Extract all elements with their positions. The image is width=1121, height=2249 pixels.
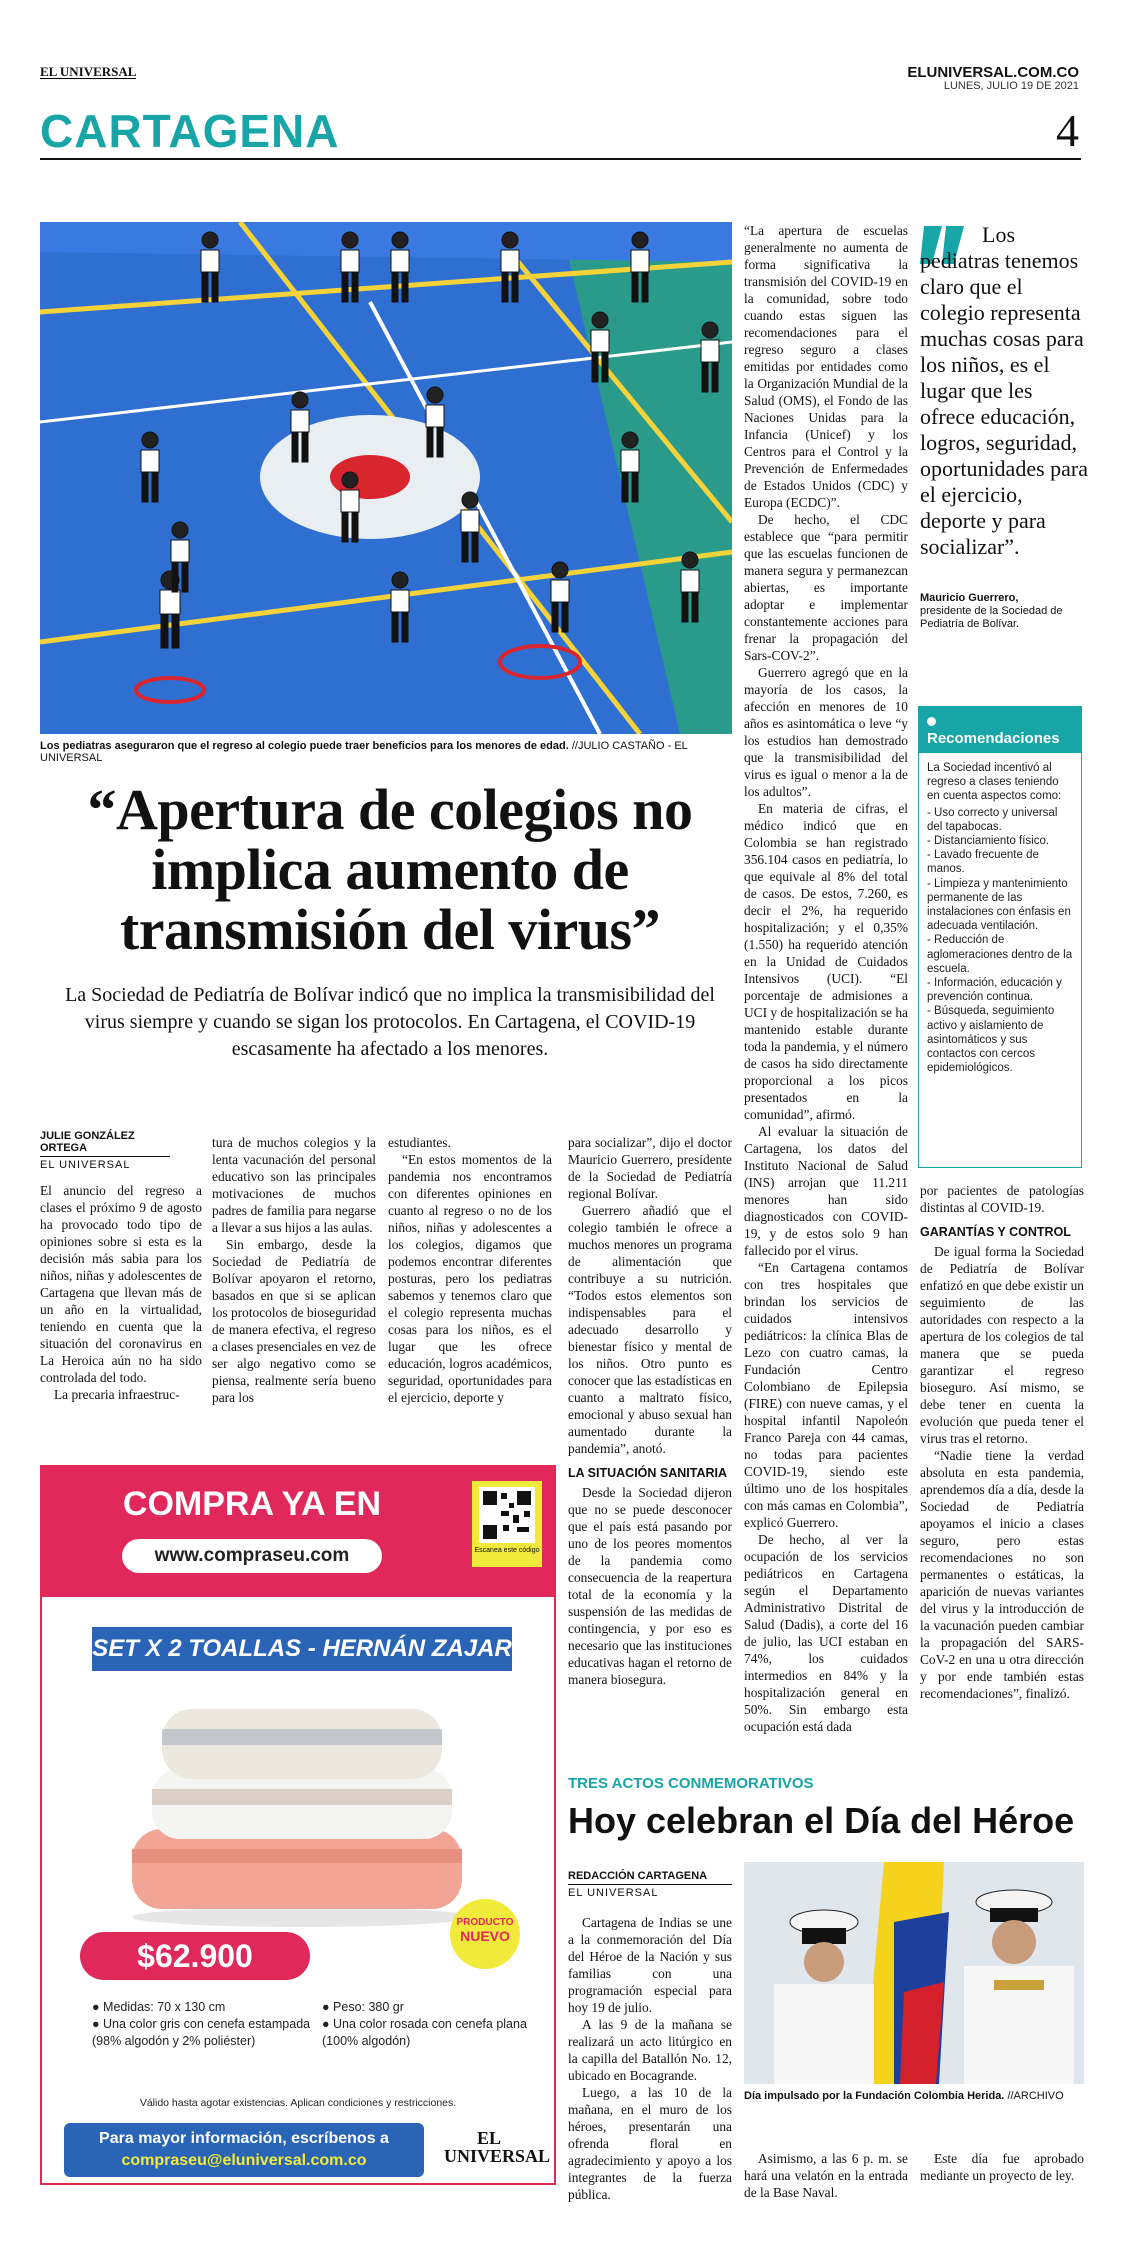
pull-quote-attribution (920, 592, 1090, 631)
second-story-headline[interactable]: Hoy celebran el Día del Héroe (568, 1800, 1075, 1841)
spec-item: ● Peso: 380 gr (322, 2000, 404, 2014)
masthead-logo: EL UNIVERSAL (40, 64, 137, 79)
recommendation-item: - Información, educación y prevención continua. (927, 977, 1062, 1004)
badge-line-1: PRODUCTO (456, 1917, 514, 1928)
second-story-column-2 (744, 2150, 908, 2201)
ad-url-button[interactable]: www.compraseu.com (122, 1539, 382, 1573)
quote-author-name: Mauricio Guerrero, (920, 592, 1019, 604)
caption-text: Día impulsado por la Fundación Colombia Herida. (744, 2090, 1005, 2102)
pull-quote (920, 222, 1090, 560)
new-product-badge (450, 1899, 520, 1969)
spec-text: Una color rosada con cenefa plana (100% algodón) (322, 2017, 527, 2048)
article-paragraph: Sin embargo, desde la Sociedad de Pediatría de Bolívar apoyaron el retorno, basados en que si se aplican los protocolos de bioseguridad de manera efectiva, el regreso a clases presenciales en vez de ser algo negativo como se piensa, realmente sería bueno para los (212, 1237, 377, 1405)
recommendation-item: - Búsqueda, seguimiento activo y aislamiento de asintomáticos y sus contactos con cercos epidemiológicos. (927, 1005, 1055, 1075)
recommendations-intro: La Sociedad incentivó al regreso a clases teniendo en cuenta aspectos como: (927, 762, 1062, 803)
article-paragraph: Luego, a las 10 de la mañana, en el muro de los héroes, presentarán una ofrenda floral en agradecimiento y apoyo a los integrantes de la fuerza pública. (568, 2085, 732, 2202)
article-column-3 (388, 1134, 552, 1406)
article-paragraph: Cartagena de Indias se une a la conmemoración del Día del Héroe de la Nación y sus familias con una programación especial para hoy 19 de julio. (568, 1915, 732, 2015)
towels-image (102, 1689, 502, 1929)
main-photo (40, 222, 732, 734)
article-column-4 (568, 1134, 732, 1688)
quote-author-role: presidente de la Sociedad de Pediatría de Bolívar. (920, 605, 1063, 630)
qr-caption: Escanea este código (474, 1547, 540, 1554)
recommendations-box (918, 706, 1082, 1168)
recommendation-item: - Distanciamiento físico. (927, 835, 1050, 848)
article-paragraph: La precaria infraestruc- (54, 1387, 180, 1402)
caption-text: Los pediatras aseguraron que el regreso al colegio puede traer beneficios para los menores de edad. (40, 740, 569, 752)
specs-right (322, 1999, 532, 2050)
main-headline[interactable]: “Apertura de colegios no implica aumento de transmisión del virus” (87, 777, 693, 962)
bullet-icon (927, 717, 936, 726)
article-paragraph: para socializar”, dijo el doctor Mauricio Guerrero, presidente de la Sociedad de Pediatría regional Bolívar. (568, 1135, 732, 1201)
subhead-situacion: LA SITUACIÓN SANITARIA (568, 1466, 728, 1480)
article-paragraph: De igual forma la Sociedad de Pediatría de Bolívar enfatizó en que debe existir un seguimiento de las autoridades con respecto a la apertura de los colegios de tal manera que se pueda garantizar el regreso biosegurο. Así mismo, se debe tener en cuenta la evolución que pueda tener el virus tras el retorno. (920, 1244, 1084, 1446)
site-url[interactable]: ELUNIVERSAL.COM.CO (907, 64, 1079, 81)
recommendation-item: - Uso correcto y universal del tapabocas. (927, 806, 1058, 833)
spec-item: ● Una color gris con cenefa estampada (98% algodón y 2% poliéster) (92, 2017, 311, 2048)
article-paragraph: De hecho, al ver la ocupación de los servicios pediátricos en Cartagena según el Departamento Administrativo Distrital de Salud (Dadis), a corte del 16 de julio, las UCI estaban en 74%, los cuidados intermedios en 84% y la hospitalización general en 50%. Sin embargo esta ocupación está dada (744, 1532, 908, 1734)
byline-author: REDACCIÓN CARTAGENA (568, 1870, 708, 1882)
recommendation-item: - Reducción de aglomeraciones dentro de la escuela. (927, 934, 1073, 975)
header-divider (40, 158, 1081, 160)
second-story-column-3 (920, 2150, 1084, 2184)
subhead-garantias: GARANTÍAS Y CONTROL (920, 1225, 1071, 1239)
qr-code-icon[interactable] (472, 1481, 542, 1567)
ad-contact-box[interactable] (64, 2123, 424, 2177)
recommendations-list (919, 753, 1081, 1083)
ad-contact-email[interactable]: compraseu@eluniversal.com.co (121, 2152, 367, 2169)
specs-left (92, 1999, 312, 2050)
spec-text: Medidas: 70 x 130 cm (103, 2000, 226, 2014)
ad-product-band: SET X 2 TOALLAS - HERNÁN ZAJAR (92, 1627, 512, 1671)
article-column-5 (744, 222, 908, 1735)
second-byline (568, 1870, 732, 1899)
article-paragraph: Guerrero añadió que el colegio también le ofrece a muchos menores un programa de alimentación que contribuye a su nutrición. “Todos estos elementos son indispensables para el adecuado desarrollo y bienestar físico y mental de los niños. Otro punto es conocer que las estadísticas en cuanto a maltrato físico, emocional y abuso sexual han aumentado durante la pandemia”, anotó. (568, 1203, 732, 1456)
article-paragraph: “En Cartagena contamos con tres hospitales que brindan los servicios de cuidados intensivos pediátricos: la clínica Blas de Lezo con cuatro camas, la Fundación Centro Colombiano de Epilepsia (FIRE) con nueve camas, y el hospital infantil Napoleón Franco Pareja con 44 camas, no todas para pacientes COVID-19, siendo este último uno de los hospitales con más camas en Colombia”, explicó Guerrero. (744, 1260, 908, 1530)
ad-logo: EL UNIVERSAL (444, 2128, 551, 2166)
spec-item: ● Una color rosada con cenefa plana (100% algodón) (322, 2017, 527, 2048)
section-title: CARTAGENA (40, 105, 340, 157)
compraseu-advertisement[interactable] (40, 1465, 556, 2185)
main-photo-caption (40, 740, 740, 764)
article-column-2 (212, 1134, 376, 1406)
page-number: 4 (1056, 105, 1079, 156)
ad-disclaimer: Válido hasta agotar existencias. Aplican condiciones y restricciones. (139, 2097, 457, 2109)
photo-credit: //JULIO CASTAÑO - EL UNIVERSAL (40, 740, 688, 764)
main-dek: La Sociedad de Pediatría de Bolívar indicó que no implica la transmisibilidad del virus siempre y cuando se sigan los protocolos. En Cartagena, el COVID-19 escasamente ha afectado a los menores. (65, 984, 715, 1060)
recommendations-header (919, 707, 1081, 753)
ad-contact-text: Para mayor información, escríbenos a (99, 2130, 389, 2147)
article-paragraph: Al evaluar la situación de Cartagena, los datos del Instituto Nacional de Salud (INS) arrojan que 11.211 menores han sido diagnosticados con COVID-19, y de estos solo 9 han fallecido por el virus. (744, 1124, 908, 1258)
article-paragraph: “Nadie tiene la verdad absoluta en esta pandemia, aprendemos día a día, desde la Sociedad de Pediatría apoyamos el inicio a clases seguro, pero estas recomendaciones no son permanentes o estáticas, la aparición de nuevas variantes del virus y la introducción de la vacunación pueden cambiar la propagación del SARS-CoV-2 en una u otra dirección y por ende también estas recomendaciones”, finalizó. (920, 1448, 1084, 1701)
byline-author: JULIE GONZÁLEZ ORTEGA (40, 1130, 135, 1154)
second-photo-caption (744, 2090, 1084, 2102)
ad-title: COMPRA YA EN (122, 1485, 382, 1523)
article-paragraph: A las 9 de la mañana se realizará un acto litúrgico en la capilla del Batallón No. 12, ubicado en Bocagrande. (568, 2017, 732, 2083)
article-paragraph: estudiantes. (388, 1135, 451, 1150)
byline-rule (40, 1156, 170, 1157)
article-paragraph: tura de muchos colegios y la lenta vacunación del personal educativo son las principales motivaciones de muchos padres de familia para negarse a llevar a sus hijos a las aulas. (212, 1135, 376, 1235)
second-story-photo (744, 1862, 1084, 2084)
article-paragraph: El anuncio del regreso a clases el próximo 9 de agosto ha provocado todo tipo de opiniones sobre si esta es la decisión más sabia para los niños, niñas y adolescentes de Cartagena que llevan más de un año en la virtualidad, teniendo en cuenta que la situación del coronavirus en La Heroica aún no ha sido controlada del todo. (40, 1183, 202, 1385)
article-column-6 (920, 1182, 1084, 1702)
main-byline (40, 1130, 170, 1171)
byline-organization: EL UNIVERSAL (40, 1159, 131, 1171)
photo-credit: //ARCHIVO (1007, 2090, 1064, 2102)
article-paragraph: por pacientes de patologías distintas al COVID-19. (920, 1183, 1084, 1215)
article-paragraph: De hecho, el CDC establece que “para permitir que las escuelas funcionen de manera segura y permanezcan abiertas, es importante adoptar e implementar constantemente acciones para frenar la propagación del Sars-COV-2”. (744, 512, 908, 663)
byline-organization: EL UNIVERSAL (568, 1887, 659, 1899)
byline-rule (568, 1884, 732, 1885)
spec-item: ● Medidas: 70 x 130 cm (92, 2000, 226, 2014)
article-column-1 (40, 1182, 202, 1403)
badge-line-2: NUEVO (460, 1928, 510, 1944)
article-paragraph: Desde la Sociedad dijeron que no se puede desconocer que el país está pasando por uno de los peores momentos de la pandemia como consecuencia de la reapertura total de la economía y la suspensión de las medidas de contingencia, y por eso es necesario que las instituciones educativas hagan el retorno de manera biosegura. (568, 1485, 732, 1687)
ad-price: $62.900 (80, 1932, 310, 1980)
article-paragraph: Asimismo, a las 6 p. m. se hará una velatón en la entrada de la Base Naval. (744, 2151, 908, 2200)
issue-date: LUNES, JULIO 19 DE 2021 (943, 80, 1079, 92)
article-paragraph: Este día fue aprobado mediante un proyecto de ley. (920, 2151, 1084, 2183)
spec-text: Peso: 380 gr (333, 2000, 404, 2014)
pull-quote-text: Los pediatras tenemos claro que el colegio representa muchas cosas para los niños, es el lugar que les ofrece educación, logros, seguridad, oportunidades para el ejercicio, deporte y para socializar”. (920, 222, 1088, 559)
recommendations-title: Recomendaciones (927, 730, 1060, 747)
schoolyard-illustration (40, 222, 732, 734)
article-paragraph: En materia de cifras, el médico indicó que en Colombia se han registrado 356.104 casos en pediatría, lo que equivale al 8% del total de casos. De estos, 7.260, es decir el 2%, ha requerido hospitalización; y el 0,35% (1.550) ha requerido atención en la Unidad de Cuidados Intensivos (UCI). “El porcentaje de admisiones a UCI y de hospitalización se ha mantenido estable durante toda la pandemia, y el número de casos ha sido directamente proporcional a los picos presentados en la comunidad”, afirmó. (744, 801, 908, 1122)
spec-text: Una color gris con cenefa estampada (98% algodón y 2% poliéster) (92, 2017, 311, 2048)
second-story-column-1 (568, 1914, 732, 2203)
recommendation-item: - Limpieza y mantenimiento permanente de las instalaciones con énfasis en adecuada ventilación. (927, 877, 1071, 933)
recommendation-item: - Lavado frecuente de manos. (927, 849, 1039, 876)
second-story-kicker: TRES ACTOS CONMEMORATIVOS (568, 1775, 814, 1792)
article-paragraph: “En estos momentos de la pandemia nos encontramos con diferentes opiniones en cuanto al regreso o no de los niños, niñas y adolescentes a los colegios, digamos que podemos encontrar diferentes posturas, pero los pediatras sabemos y tenemos claro que el colegio representa muchas cosas para los niños, es el lugar que les ofrece educación, logros académicos, seguridad, oportunidades para el ejercicio, deporte y (388, 1152, 552, 1405)
article-paragraph: Guerrero agregó que en la mayoría de los casos, la afección en menores de 10 años es asintomática o leve “y los estudios han demostrado que la transmisibilidad del virus es igual o menor a la de los adultos”. (744, 665, 908, 799)
article-paragraph: “La apertura de escuelas generalmente no aumenta de forma significativa la transmisión del COVID-19 en la comunidad, sobre todo cuando estas siguen las recomendaciones para el regreso seguro a clases emitidas por entidades como la Organización Mundial de la Salud (OMS), el Fondo de las Naciones Unidas para la Infancia (Unicef) y los Centros para el Control y la Prevención de Enfermedades de Estados Unidos (CDC) y Europa (ECDC)”. (744, 223, 908, 510)
